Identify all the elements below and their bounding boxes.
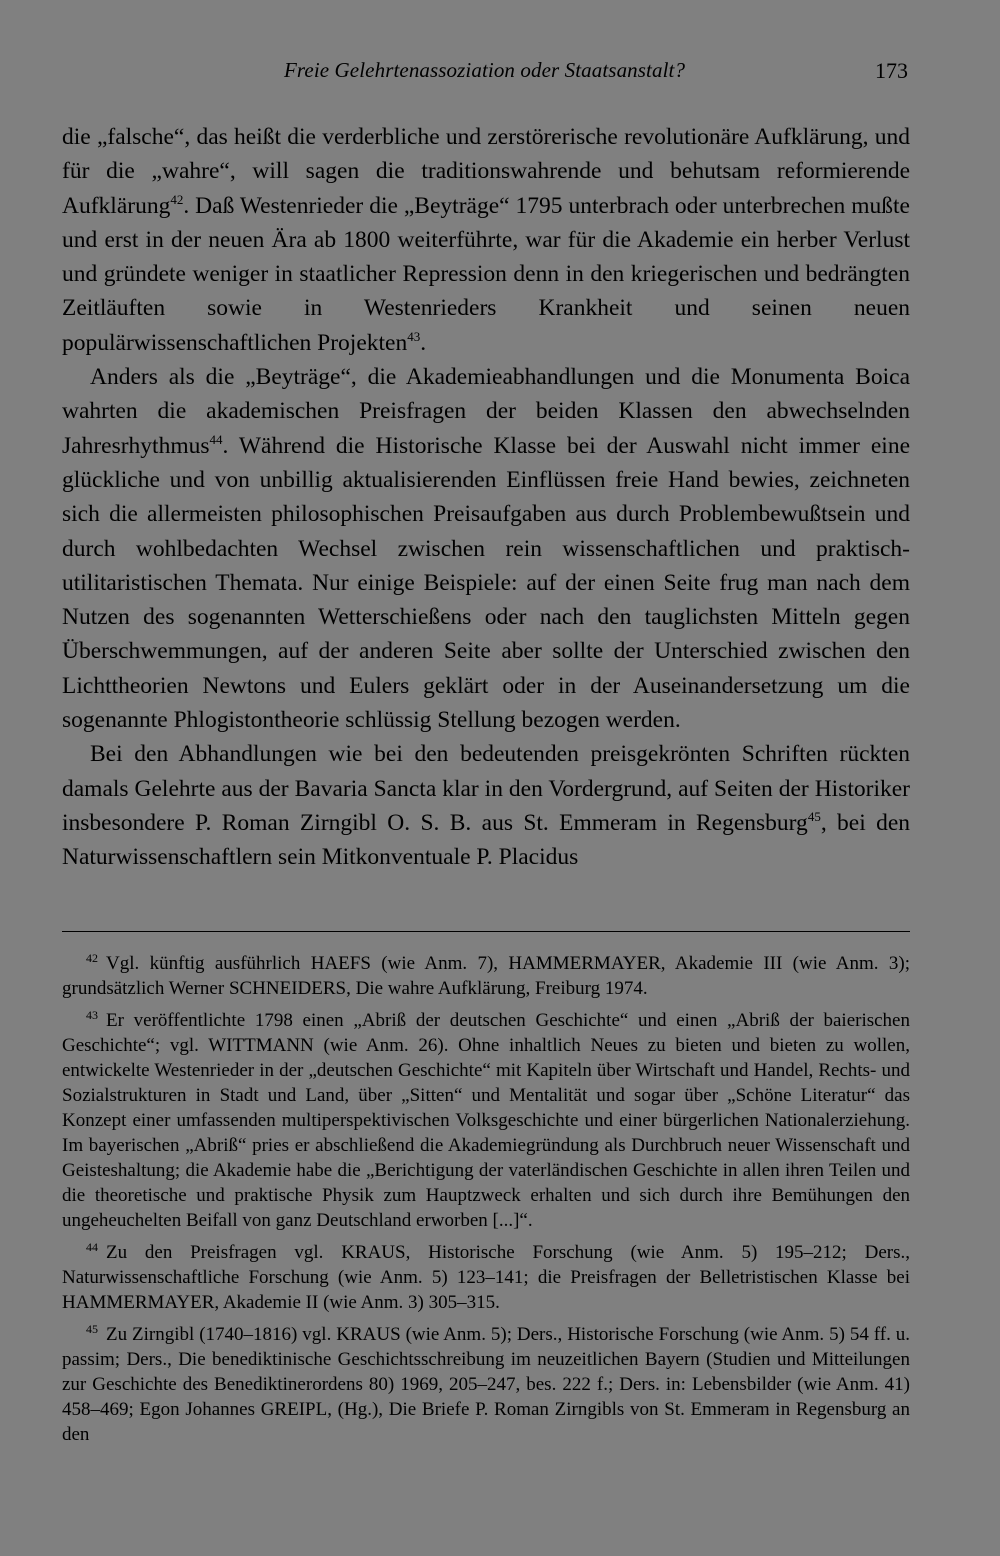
page-number: 173 [875,58,908,83]
footnotes [62,946,910,1447]
footnote-text: Zu Zirngibl (1740–1816) vgl. KRAUS (wie Anm. 5); Ders., Historische Forschung (wie Anm. 5) 54 ff. u. passim; Ders., Die benediktinische Geschichtsschreibung im neuzeitlichen Bayern (Studien und Mitteilungen zur Geschichte des Benediktinerordens 80) 1969, 205–247, bes. 222 f.; Ders. in: Lebensbilder (wie Anm. 41) 458–469; Egon Johannes GREIPL, (Hg.), Die Briefe P. Roman Zirngibls von St. Emmeram in Regensburg an den [62,1324,910,1445]
paragraph-text: . [420,329,427,356]
running-head [62,58,910,88]
footnote-42 [62,946,910,1001]
footnote-number: 45 [86,1322,98,1336]
footnote-text: Zu den Preisfragen vgl. KRAUS, Historische Forschung (wie Anm. 5) 195–212; Ders., Naturwissenschaftliche Forschung (wie Anm. 5) 123–141; die Preisfragen der Belletristischen Klasse bei HAMMERMAYER, Akademie II (wie Anm. 3) 305–315. [62,1242,910,1313]
running-title: Freie Gelehrtenassoziation oder Staatsanstalt? [284,58,686,82]
paragraph-text: . Daß Westenrieder die „Beyträge“ 1795 unterbrach oder unterbrechen mußte und erst in der neuen Ära ab 1800 weiterführte, war für die Akademie ein herber Verlust und gründete weniger in staatlicher Repression denn in den kriegerischen und bedrängten Zeitläuften sowie in Westenrieders Krankheit und seinen neuen populärwissenschaftlichen Projekten [62,192,910,356]
paragraph-text: . Während die Historische Klasse bei der Auswahl nicht immer eine glückliche und von unbillig aktualisierenden Einflüssen freie Hand bewies, zeichneten sich die allermeisten philosophischen Preisaufgaben aus durch Problembewußtsein und durch wohlbedachten Wechsel zwischen rein wissenschaftlichen und praktisch-utilitaristischen Themata. Nur einige Beispiele: auf der einen Seite frug man nach dem Nutzen des sogenannten Wetterschießens oder nach den tauglichsten Mitteln gegen Überschwemmungen, auf der anderen Seite aber sollte der Unterschied zwischen den Lichttheorien Newtons und Eulers geklärt oder in der Auseinandersetzung um die sogenannte Phlogistontheorie schlüssig Stellung bezogen werden. [62,432,910,734]
paragraph-2 [62,360,910,737]
book-page [62,0,910,1556]
footnote-number: 44 [86,1240,98,1254]
paragraph-text: Bei den Abhandlungen wie bei den bedeutenden preisgekrönten Schriften rückten damals Gelehrte aus der Bavaria Sancta klar in den Vordergrund, auf Seiten der Historiker insbesondere P. Roman Zirngibl O. S. B. aus St. Emmeram in Regensburg [62,741,910,836]
body-text [62,120,910,875]
footnote-ref-45: 45 [807,808,821,824]
paragraph-3 [62,737,910,874]
footnote-43 [62,1003,910,1233]
footnote-ref-42: 42 [170,191,184,207]
footnote-44 [62,1235,910,1315]
paragraph-text: die „falsche“, das heißt die verderbliche und zerstörerische revolutionäre Aufklärung, und für die „wahre“, will sagen die traditionswahrende und behutsam reformierende Aufklärung [62,124,910,219]
footnote-ref-44: 44 [209,431,223,447]
paragraph-text: , bei den Naturwissenschaftlern sein Mitkonventuale P. Placidus [62,809,911,871]
footnote-number: 42 [86,951,98,965]
footnote-text: Er veröffentlichte 1798 einen „Abriß der deutschen Geschichte“ und einen „Abriß der baierischen Geschichte“; vgl. WITTMANN (wie Anm. 26). Ohne inhaltlich Neues zu bieten und bieten zu wollen, entwickelte Westenrieder in der „deutschen Geschichte“ mit Kapiteln über Wirtschaft und Handel, Rechts- und Sozialstrukturen in Stadt und Land, über „Sitten“ und Mentalität und sogar über „Schöne Literatur“ das Konzept einer umfassenden multiperspektivischen Volksgeschichte und einer bürgerlichen Nationalerziehung. Im bayerischen „Abriß“ pries er abschließend die Akademiegründung als Durchbruch neuer Wissenschaft und Geisteshaltung; die Akademie habe die „Berichtigung der vaterländischen Geschichte in allen ihren Teilen und die theoretische und praktische Physik zum Hauptzweck erhalten und sich durch ihre Bemühungen den ungeheuchelten Beifall von ganz Deutschland erworben [...]“. [62,1010,910,1231]
footnote-number: 43 [86,1008,98,1022]
footnote-45 [62,1317,910,1447]
footnote-text: Vgl. künftig ausführlich HAEFS (wie Anm. 7), HAMMERMAYER, Akademie III (wie Anm. 3); grundsätzlich Werner SCHNEIDERS, Die wahre Aufklärung, Freiburg 1974. [62,953,910,999]
footnote-ref-43: 43 [407,328,421,344]
footnote-separator [62,931,910,932]
paragraph-text: Anders als die „Beyträge“, die Akademieabhandlungen und die Monumenta Boica wahrten die akademischen Preisfragen der beiden Klassen den abwechselnden Jahresrhythmus [62,364,910,459]
paragraph-1 [62,120,910,360]
